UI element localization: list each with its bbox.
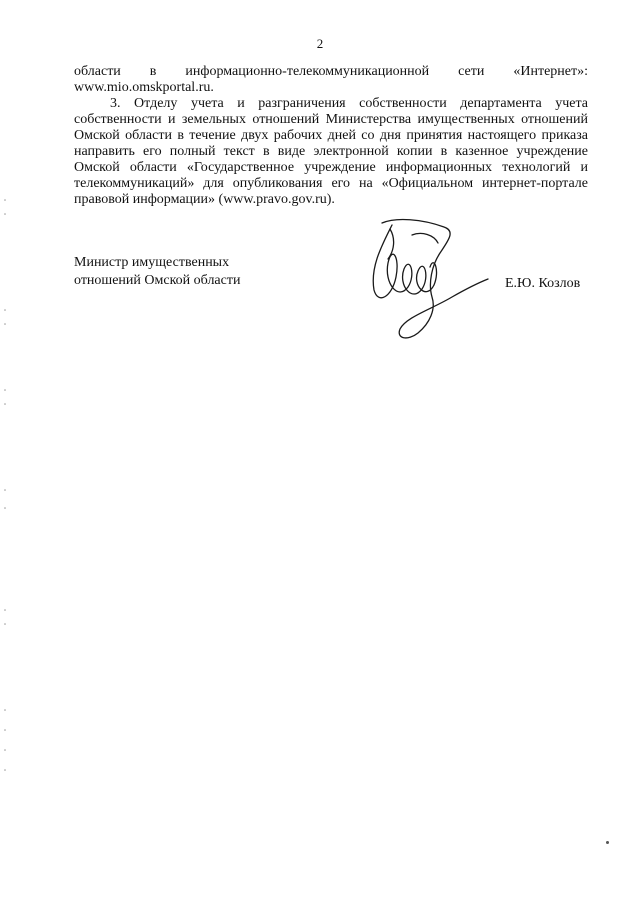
scan-margin-dots xyxy=(2,190,8,790)
position-line-2: отношений Омской области xyxy=(74,273,241,288)
scan-corner-mark xyxy=(606,841,609,844)
document-body xyxy=(74,64,588,208)
position-line-1: Министр имущественных xyxy=(74,255,230,270)
paragraph-item-3: 3. Отделу учета и разграничения собственности департамента учета собственности и земельных отношений Министерства имущественных отношений Омской области в течение двух рабочих дней со дня принятия настоящего приказа направить его полный текст в виде электронной копии в казенное учреждение Омской области «Государственное учреждение информационных технологий и телекоммуникаций» для опубликования его на «Официальном интернет-портале правовой информации» (www.pravo.gov.ru). xyxy=(74,96,588,207)
paragraph-continuation: области в информационно-телекоммуникационной сети «Интернет»: www.mio.omskportal.ru. xyxy=(74,64,588,95)
signatory-name: Е.Ю. Козлов xyxy=(505,276,581,291)
page-number: 2 xyxy=(316,36,324,51)
signature-position xyxy=(74,254,240,290)
handwritten-signature xyxy=(352,205,492,355)
